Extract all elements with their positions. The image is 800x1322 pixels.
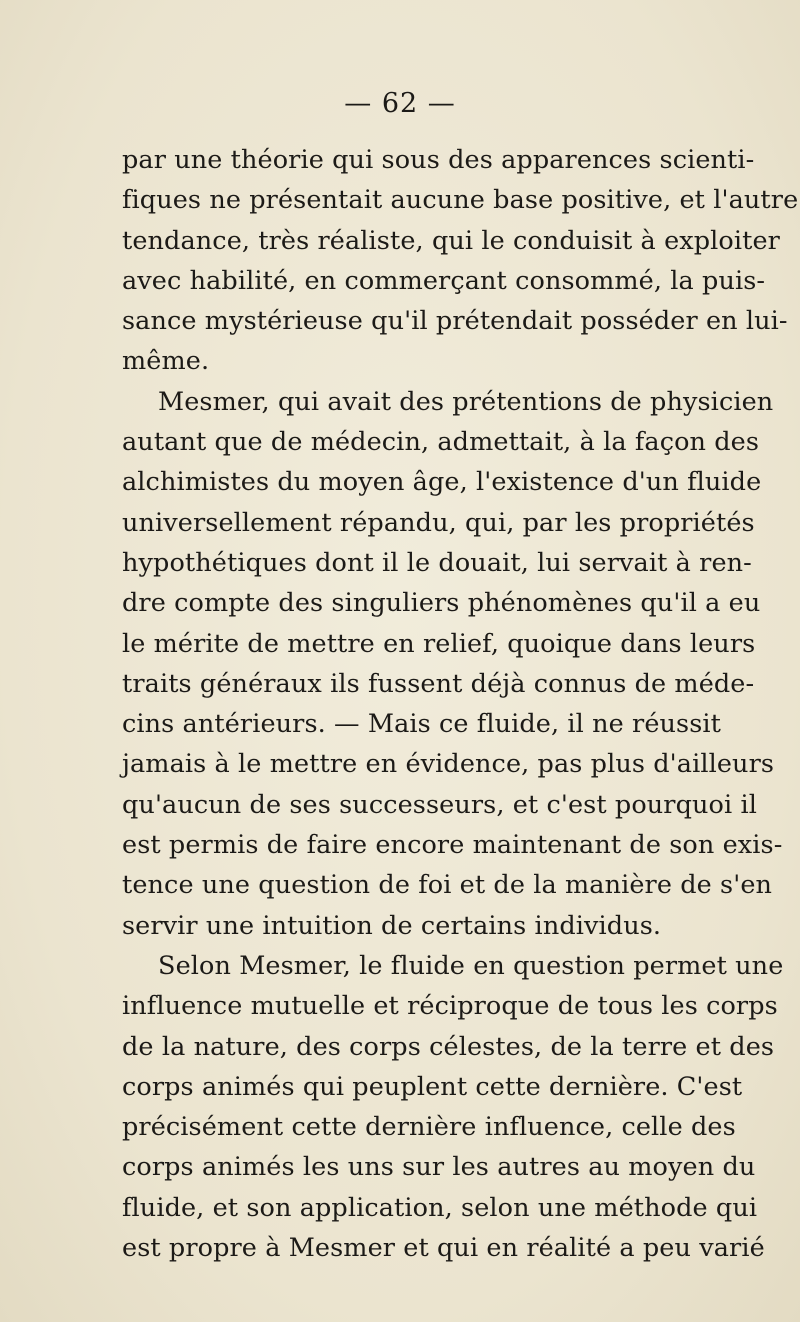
text-line: hypothétiques dont il le douait, lui servait à ren- bbox=[122, 547, 752, 578]
text-line: alchimistes du moyen âge, l'existence d'un fluide bbox=[122, 467, 762, 498]
text-line: de la nature, des corps célestes, de la terre et des bbox=[122, 1031, 775, 1062]
text-line: Selon Mesmer, le fluide en question permet une bbox=[158, 950, 784, 981]
text-line: tence une question de foi et de la manière de s'en bbox=[122, 870, 773, 901]
text-line: même. bbox=[122, 346, 210, 377]
text-line: fluide, et son application, selon une méthode qui bbox=[122, 1192, 758, 1223]
text-line: qu'aucun de ses successeurs, et c'est pourquoi il bbox=[122, 789, 757, 820]
text-line: jamais à le mettre en évidence, pas plus d'ailleurs bbox=[122, 749, 775, 780]
text-line: est permis de faire encore maintenant de son exis- bbox=[122, 830, 783, 861]
text-line: corps animés les uns sur les autres au moyen du bbox=[122, 1152, 756, 1183]
page-number: — 62 — bbox=[344, 88, 456, 119]
text-line: servir une intuition de certains individus. bbox=[122, 910, 662, 941]
text-line: tendance, très réaliste, qui le conduisit à exploiter bbox=[122, 225, 780, 256]
text-line: avec habilité, en commerçant consommé, la puis- bbox=[122, 265, 766, 296]
text-line: sance mystérieuse qu'il prétendait posséder en lui- bbox=[122, 306, 788, 337]
text-line: autant que de médecin, admettait, à la façon des bbox=[122, 427, 760, 458]
text-line: traits généraux ils fussent déjà connus de méde- bbox=[122, 668, 755, 699]
text-line: universellement répandu, qui, par les propriétés bbox=[122, 507, 755, 538]
text-line: corps animés qui peuplent cette dernière. C'est bbox=[122, 1071, 743, 1102]
text-line: cins antérieurs. — Mais ce fluide, il ne réussit bbox=[122, 709, 722, 740]
text-line: fiques ne présentait aucune base positive, et l'autre bbox=[122, 185, 799, 216]
text-line: le mérite de mettre en relief, quoique dans leurs bbox=[122, 628, 756, 659]
text-line: est propre à Mesmer et qui en réalité a peu varié bbox=[122, 1233, 765, 1264]
text-line: influence mutuelle et réciproque de tous les corps bbox=[122, 991, 778, 1022]
text-line: dre compte des singuliers phénomènes qu'il a eu bbox=[122, 588, 761, 619]
body-text bbox=[122, 140, 799, 1268]
text-line: par une théorie qui sous des apparences scienti- bbox=[122, 145, 755, 175]
text-line: Mesmer, qui avait des prétentions de physicien bbox=[158, 386, 774, 417]
text-line: précisément cette dernière influence, celle des bbox=[122, 1112, 736, 1143]
